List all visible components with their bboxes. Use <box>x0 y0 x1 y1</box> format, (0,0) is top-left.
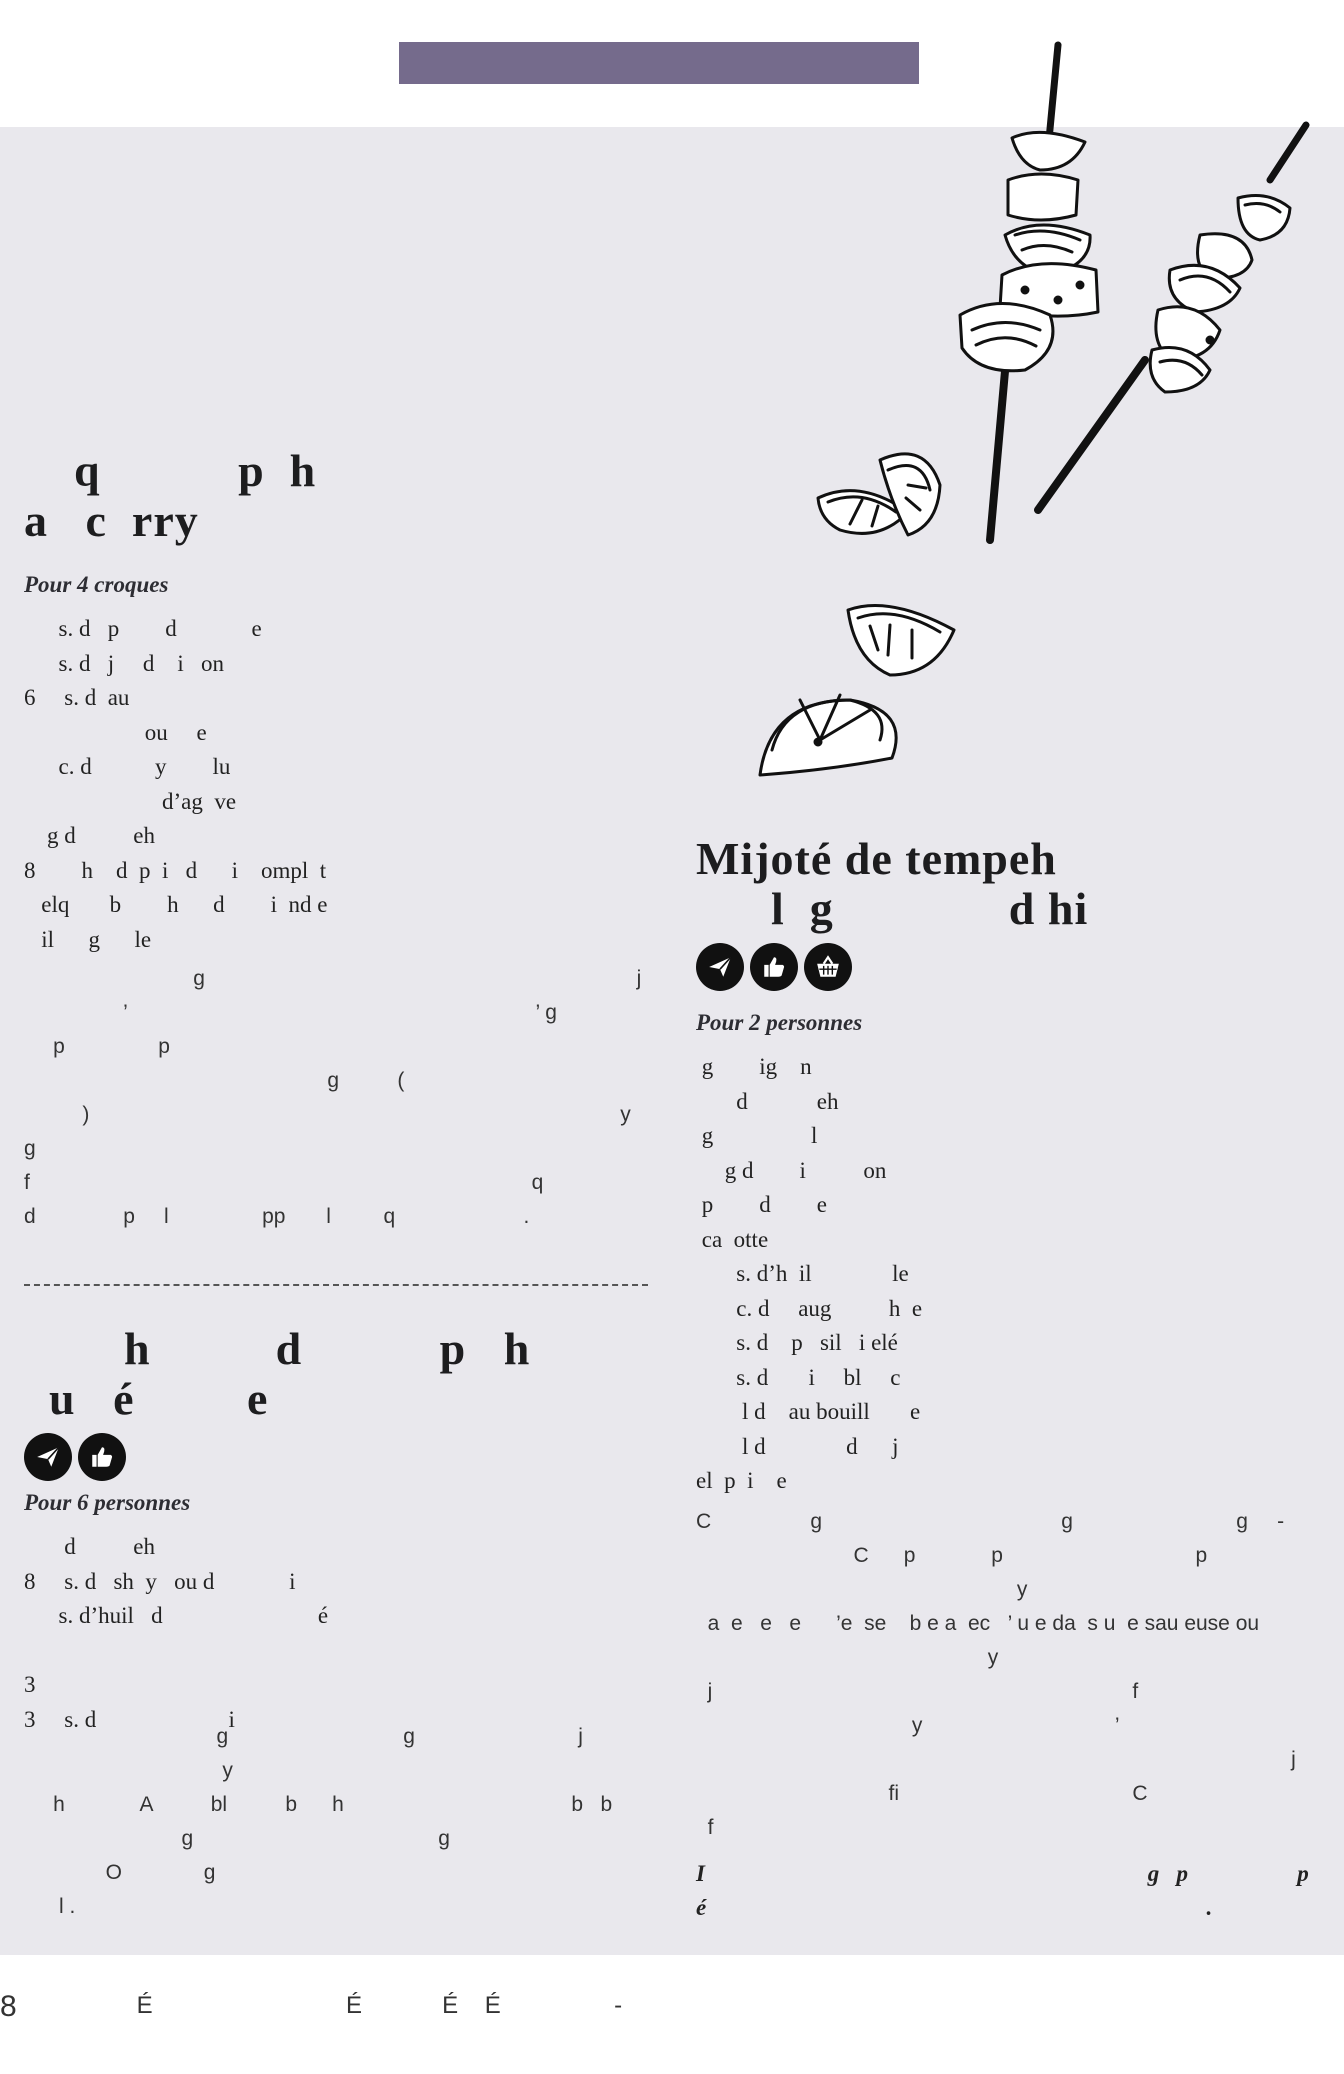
thumbs-up-icon <box>750 943 798 991</box>
footer-text: É É É É - <box>110 1992 623 2019</box>
instruction-line: y <box>696 1578 1028 1601</box>
paper-plane-icon <box>696 943 744 991</box>
recipe-note <box>696 1857 1309 1925</box>
instruction-line: h A bl b h b b <box>24 1793 613 1816</box>
recipe-divider <box>24 1284 648 1286</box>
instructions-text <box>24 962 641 1234</box>
instruction-line: g ( <box>24 1069 405 1092</box>
instruction-line: f <box>696 1816 714 1839</box>
instruction-line: g <box>24 1137 36 1160</box>
ingredient-item: d’ag ve <box>24 788 237 814</box>
page-footer <box>0 1990 1344 2074</box>
ingredient-item: el p i e <box>696 1468 787 1493</box>
ingredient-item: g ig n <box>696 1054 812 1079</box>
ingredient-item: g l <box>696 1123 818 1148</box>
ingredient-list <box>24 612 327 957</box>
ingredient-item: ca otte <box>696 1226 769 1252</box>
ingredient-list <box>696 1050 922 1499</box>
instruction-line: y <box>696 1646 999 1669</box>
thumbs-up-icon <box>78 1433 126 1481</box>
instruction-line: f q <box>24 1171 544 1194</box>
instruction-line: g j <box>24 967 642 990</box>
recipe-title-line-1: q p h <box>24 445 317 496</box>
ingredient-item: l d d j <box>696 1433 899 1459</box>
recipe-title-right <box>696 834 1088 934</box>
ingredient-item: l d au bouill e <box>696 1399 921 1424</box>
note-line: é . <box>696 1895 1213 1920</box>
instruction-line: O g <box>24 1861 216 1884</box>
note-line: I g p p <box>696 1861 1309 1886</box>
instructions-text <box>696 1505 1296 1845</box>
instruction-line: y <box>24 1759 233 1782</box>
instruction-line: C p p p <box>696 1544 1208 1567</box>
servings-label: Pour 6 personnes <box>24 1490 191 1515</box>
skewers-lemon-illustration <box>740 30 1320 790</box>
ingredient-item: 8 h d p i d i ompl t <box>24 857 327 883</box>
recipe-title-line-2: u é e <box>24 1373 269 1424</box>
ingredient-item: 8 s. d sh y ou d i <box>24 1568 296 1594</box>
instruction-line: l . <box>24 1895 76 1918</box>
instructions-text <box>24 1720 612 1924</box>
basket-icon <box>804 943 852 991</box>
ingredient-list <box>24 1530 328 1737</box>
instruction-line: j <box>696 1748 1296 1771</box>
page-number: 8 <box>0 1990 17 2023</box>
recipe-title-left2 <box>24 1324 530 1424</box>
ingredient-item: g d i on <box>696 1157 887 1183</box>
ingredient-item: s. d p sil i elé <box>696 1330 898 1355</box>
recipe-title-line-1: h d p h <box>24 1323 531 1374</box>
instruction-line: a e e e ’e se b e a ec ’ u e da s u e sau euse ou <box>696 1612 1260 1635</box>
ingredient-item: c. d y lu <box>24 754 231 779</box>
recipe-title-line-2: a c rry <box>24 495 199 546</box>
instruction-line: ’ ’ g <box>24 1001 557 1024</box>
ingredient-item: 3 s. d i <box>24 1706 235 1732</box>
instruction-line: g g <box>24 1827 450 1850</box>
recipe-title-line-2: l g d hi <box>696 883 1089 934</box>
instruction-line: C g g g - <box>696 1510 1285 1533</box>
instruction-line: j f <box>696 1680 1139 1703</box>
servings-label: Pour 4 croques <box>24 572 169 597</box>
ingredient-item: s. d’huil d é <box>24 1603 329 1628</box>
paper-plane-icon <box>24 1433 72 1481</box>
ingredient-item: ou e <box>24 719 207 745</box>
ingredient-item: elq b h d i nd e <box>24 892 328 917</box>
ingredient-item: 6 s. d au <box>24 685 130 710</box>
ingredient-item: d eh <box>696 1088 839 1114</box>
ingredient-item <box>24 1634 328 1669</box>
instruction-line: ) y <box>24 1103 631 1126</box>
instruction-line: fi C <box>696 1782 1148 1805</box>
instruction-line: y ’ <box>696 1714 1120 1737</box>
instruction-line: d p l pp l q . <box>24 1205 530 1228</box>
ingredient-item: s. d i bl c <box>696 1364 901 1390</box>
ingredient-item: d eh <box>24 1534 155 1559</box>
instruction-line: p p <box>24 1035 170 1058</box>
recipe-title-line-1: Mijoté de tempeh <box>696 833 1057 884</box>
servings-label: Pour 2 personnes <box>696 1010 863 1035</box>
ingredient-item: s. d p d e <box>24 616 262 641</box>
ingredient-item: s. d’h il le <box>696 1261 909 1286</box>
ingredient-item: s. d j d i on <box>24 650 224 676</box>
recipe-icons-left2 <box>24 1433 126 1481</box>
recipe-icons-right <box>696 943 852 991</box>
ingredient-item: 3 <box>24 1672 36 1697</box>
ingredient-item: il g le <box>24 926 152 952</box>
instruction-line: g g j <box>24 1725 583 1748</box>
recipe-title-left <box>24 446 316 546</box>
ingredient-item: c. d aug h e <box>696 1295 923 1321</box>
ingredient-item: g d eh <box>24 823 155 848</box>
ingredient-item: p d e <box>696 1192 827 1217</box>
